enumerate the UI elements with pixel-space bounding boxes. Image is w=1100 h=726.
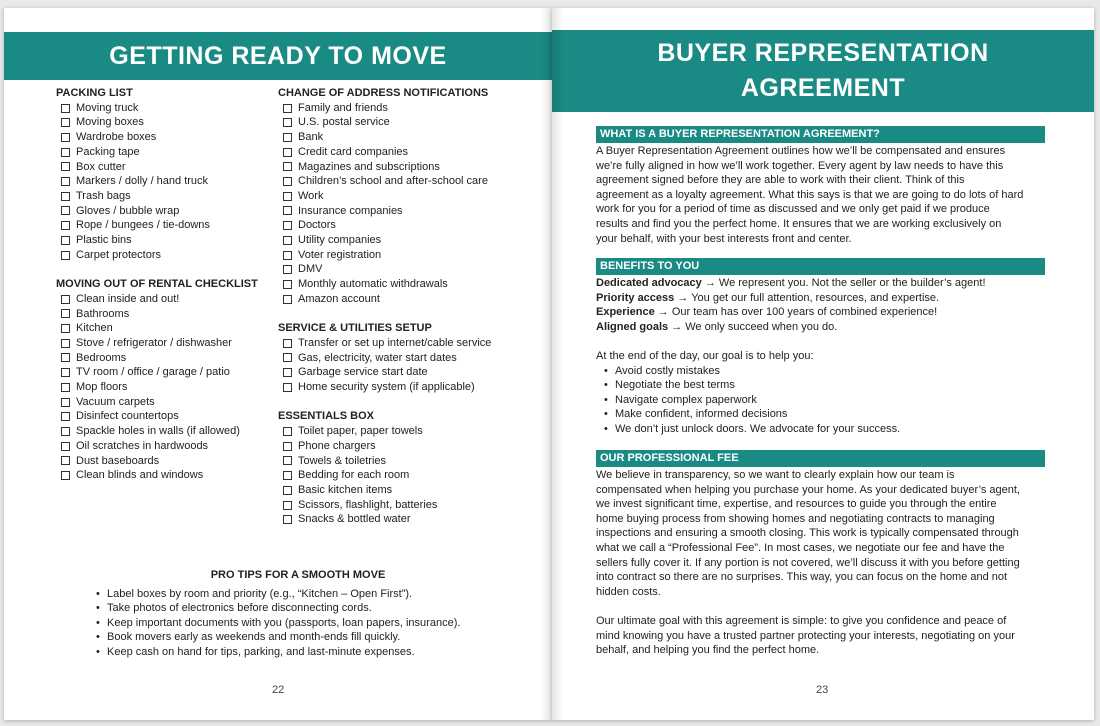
checklist-item-label: Markers / dolly / hand truck — [76, 175, 209, 188]
checkbox-icon — [61, 339, 70, 348]
checklist-item — [283, 483, 538, 498]
checklist-item-label: Voter registration — [298, 248, 382, 261]
page-number-left: 22 — [272, 684, 285, 696]
checklist-item — [61, 101, 266, 116]
benefit-text: → We only succeed when you do. — [671, 320, 838, 333]
paragraph-line: work for you for a period of time as discussed and we only get paid if we produce — [596, 203, 990, 216]
checkbox-icon — [283, 206, 292, 215]
checklist-item — [61, 424, 266, 439]
bullet-text: Negotiate the best terms — [615, 379, 735, 392]
checkbox-icon — [61, 398, 70, 407]
checkbox-icon — [61, 309, 70, 318]
checklist-item-label: Scissors, flashlight, batteries — [298, 498, 438, 511]
checklist-item-label: Utility companies — [298, 234, 382, 247]
checklist-item — [283, 218, 538, 233]
checklist-item-label: Stove / refrigerator / dishwasher — [76, 336, 232, 349]
checklist-item-label: Magazines and subscriptions — [298, 160, 440, 173]
checklist-item — [283, 145, 538, 160]
checklist-item-label: Work — [298, 189, 324, 202]
bullet-text: Label boxes by room and priority (e.g., “Kitchen – Open First”). — [107, 587, 413, 600]
title-line-2: AGREEMENT — [740, 74, 906, 102]
checkbox-icon — [283, 501, 292, 510]
paragraph-line: into contract so there are no surprises. This way, you can focus on the home and not — [596, 571, 1008, 584]
checkbox-icon — [61, 383, 70, 392]
checklist-item — [283, 424, 538, 439]
checklist-item — [283, 248, 538, 263]
checklist-item — [283, 351, 538, 366]
checklist-item-label: Mop floors — [76, 381, 128, 394]
checkbox-icon — [283, 471, 292, 480]
checkbox-icon — [283, 339, 292, 348]
checklist-item — [61, 292, 266, 307]
checklist-item — [61, 336, 266, 351]
checklist-item — [283, 262, 538, 277]
checklist-item — [61, 409, 266, 424]
bullet-item — [100, 630, 508, 645]
checklist-item-label: Vacuum carpets — [76, 395, 155, 408]
checkbox-icon — [61, 104, 70, 113]
paragraph-line: We believe in transparency, so we want to clearly explain how our team is — [596, 469, 955, 481]
page-title-buyer-agreement — [552, 30, 1094, 112]
checklist-item-label: Basic kitchen items — [298, 483, 393, 496]
benefit-term: Aligned goals — [596, 320, 669, 333]
checklist-item-label: Clean inside and out! — [76, 292, 180, 305]
checkbox-icon — [61, 471, 70, 480]
left-column-1 — [56, 86, 266, 483]
checkbox-icon — [61, 324, 70, 333]
page-number-right: 23 — [816, 684, 829, 696]
checklist-item-label: Wardrobe boxes — [76, 131, 157, 144]
bullet-item — [100, 645, 508, 660]
checkbox-icon — [283, 192, 292, 201]
bullet-item — [608, 422, 1045, 437]
checklist-item — [61, 189, 266, 204]
checklist-item — [61, 160, 266, 175]
bullet-text: Take photos of electronics before disconnecting cords. — [107, 602, 372, 615]
checklist-item-label: Carpet protectors — [76, 248, 161, 261]
checklist-item — [283, 174, 538, 189]
checklist-item-label: Doctors — [298, 219, 336, 232]
checkbox-icon — [61, 118, 70, 127]
checklist-item-label: Trash bags — [76, 189, 131, 202]
checkbox-icon — [61, 148, 70, 157]
checklist-item — [61, 468, 266, 483]
checklist-item-label: DMV — [298, 263, 323, 276]
bullet-text: Book movers early as weekends and month-ends fill quickly. — [107, 631, 401, 644]
paragraph-line: hidden costs. — [596, 585, 661, 598]
address-notifications-list — [283, 101, 538, 307]
checkbox-icon — [61, 236, 70, 245]
rental-checklist — [61, 292, 266, 483]
checklist-item-label: Monthly automatic withdrawals — [298, 278, 448, 291]
checklist-item-label: Bedrooms — [76, 351, 127, 364]
checkbox-icon — [283, 162, 292, 171]
benefit-text: → You get our full attention, resources, and expertise. — [677, 291, 940, 304]
checklist-item-label: Bathrooms — [76, 307, 130, 320]
benefit-row — [596, 276, 1045, 291]
what-is-body — [596, 144, 1045, 246]
paragraph-line: Our ultimate goal with this agreement is simple: to give you confidence and peace of — [596, 614, 1007, 627]
essentials-list — [283, 424, 538, 527]
checklist-item — [61, 145, 266, 160]
address-notifications-heading: CHANGE OF ADDRESS NOTIFICATIONS — [278, 87, 489, 99]
checkbox-icon — [61, 456, 70, 465]
benefits-list — [596, 276, 1045, 334]
what-is-heading: WHAT IS A BUYER REPRESENTATION AGREEMENT? — [596, 126, 1045, 143]
checklist-item — [283, 365, 538, 380]
checklist-item-label: Towels & toiletries — [298, 454, 387, 467]
benefit-text: → We represent you. Not the seller or the builder’s agent! — [704, 277, 986, 289]
bullet-item — [608, 378, 1045, 393]
checklist-item — [61, 307, 266, 322]
benefit-term: Experience — [596, 306, 655, 319]
checklist-item-label: Transfer or set up internet/cable service — [298, 336, 492, 349]
checklist-item — [283, 380, 538, 395]
checklist-item-label: Moving truck — [76, 101, 139, 114]
checklist-item — [61, 115, 266, 130]
checklist-item-label: Gloves / bubble wrap — [76, 204, 180, 217]
checkbox-icon — [283, 515, 292, 524]
benefit-text: → Our team has over 100 years of combined experience! — [657, 306, 938, 319]
rental-checklist-heading: MOVING OUT OF RENTAL CHECKLIST — [56, 278, 258, 291]
benefit-row — [596, 291, 1045, 306]
checklist-item-label: Bank — [298, 131, 324, 144]
checkbox-icon — [283, 368, 292, 377]
checklist-item-label: Clean blinds and windows — [76, 469, 204, 482]
packing-list — [61, 101, 266, 263]
checklist-item-label: Phone chargers — [298, 439, 376, 452]
checklist-item — [283, 233, 538, 248]
checklist-item — [283, 160, 538, 175]
paragraph-line: what we call a “Professional Fee”. In most cases, we negotiate our fee and have the — [596, 541, 1005, 554]
checkbox-icon — [283, 427, 292, 436]
checklist-item-label: Packing tape — [76, 145, 140, 158]
paragraph-line: we’re fully aligned in how we’ll work together. Every agent by law needs to have this — [596, 159, 1004, 172]
checklist-item-label: U.S. postal service — [298, 116, 390, 129]
paragraph-line: compensated when helping you purchase your home. As your dedicated buyer’s agent, — [596, 483, 1020, 496]
checkbox-icon — [283, 236, 292, 245]
left-column-2 — [278, 86, 538, 527]
checkbox-icon — [283, 486, 292, 495]
benefit-term: Dedicated advocacy — [596, 277, 702, 289]
checkbox-icon — [283, 148, 292, 157]
fee-closing — [596, 614, 1045, 658]
checklist-item-label: Garbage service start date — [298, 366, 428, 379]
checklist-item — [283, 454, 538, 469]
checklist-item — [283, 204, 538, 219]
checklist-item — [61, 454, 266, 469]
checkbox-icon — [283, 221, 292, 230]
paragraph-line: we invest significant time, expertise, and resources to guide you through the entire — [596, 498, 997, 511]
checklist-item — [61, 380, 266, 395]
bullet-text: Avoid costly mistakes — [615, 364, 720, 377]
paragraph-line: agreement signed before they are able to work with their client. Think of this — [596, 174, 965, 187]
checkbox-icon — [283, 118, 292, 127]
utilities-list — [283, 336, 538, 395]
checklist-item-label: Bedding for each room — [298, 469, 410, 482]
packing-list-heading: PACKING LIST — [56, 87, 133, 99]
checkbox-icon — [283, 442, 292, 451]
checklist-item-label: Kitchen — [76, 322, 113, 335]
checklist-item — [283, 498, 538, 513]
bullet-text: We don’t just unlock doors. We advocate for your success. — [615, 422, 901, 435]
bullet-item — [100, 587, 508, 602]
paragraph-line: sellers fully cover it. If any portion is not covered, we’ll discuss it with you before getting — [596, 556, 1020, 569]
checklist-item-label: Amazon account — [298, 292, 380, 305]
pro-tips-list — [88, 587, 508, 660]
benefit-row — [596, 320, 1045, 335]
checklist-item — [283, 292, 538, 307]
checklist-item — [283, 130, 538, 145]
paragraph-line: your behalf, with your best interests front and center. — [596, 232, 852, 245]
bullet-text: Keep important documents with you (passports, loan papers, insurance). — [107, 616, 461, 629]
checkbox-icon — [283, 456, 292, 465]
checkbox-icon — [283, 177, 292, 186]
benefit-row — [596, 305, 1045, 320]
title-line-1: BUYER REPRESENTATION — [657, 39, 989, 67]
checklist-item-label: Disinfect countertops — [76, 410, 179, 423]
bullet-text: Make confident, informed decisions — [615, 408, 788, 421]
checklist-item — [61, 174, 266, 189]
right-page — [552, 8, 1094, 720]
checkbox-icon — [61, 295, 70, 304]
checkbox-icon — [61, 177, 70, 186]
checklist-item — [283, 277, 538, 292]
bullet-text: Keep cash on hand for tips, parking, and last-minute expenses. — [107, 645, 415, 658]
checklist-item — [61, 130, 266, 145]
checklist-item — [61, 218, 266, 233]
checkbox-icon — [61, 442, 70, 451]
checklist-item — [283, 115, 538, 130]
checklist-item — [283, 101, 538, 116]
checklist-item-label: Family and friends — [298, 101, 388, 114]
checklist-item-label: Credit card companies — [298, 145, 409, 158]
paragraph-line: agreement as a loyalty agreement. What this says is that we are going to do lots of hard — [596, 188, 1024, 201]
benefits-intro: At the end of the day, our goal is to help you: — [596, 349, 814, 362]
checklist-item — [283, 439, 538, 454]
pro-tips — [88, 568, 508, 660]
checkbox-icon — [61, 368, 70, 377]
checklist-item — [283, 189, 538, 204]
fee-body — [596, 468, 1045, 599]
benefits-bullets — [596, 364, 1045, 437]
checklist-item — [61, 248, 266, 263]
checkbox-icon — [61, 412, 70, 421]
section-what-is — [596, 126, 1045, 246]
fee-heading: OUR PROFESSIONAL FEE — [596, 450, 1045, 467]
checklist-item — [61, 395, 266, 410]
essentials-heading: ESSENTIALS BOX — [278, 410, 374, 423]
checkbox-icon — [61, 192, 70, 201]
checklist-item — [283, 336, 538, 351]
checklist-item-label: Rope / bungees / tie-downs — [76, 219, 210, 232]
checkbox-icon — [283, 251, 292, 260]
checklist-item-label: Plastic bins — [76, 234, 132, 247]
checkbox-icon — [61, 353, 70, 362]
checklist-item-label: Insurance companies — [298, 204, 403, 217]
checklist-item-label: Box cutter — [76, 160, 126, 173]
bullet-item — [608, 393, 1045, 408]
checklist-item-label: Oil scratches in hardwoods — [76, 439, 209, 452]
checkbox-icon — [283, 280, 292, 289]
checklist-item — [61, 439, 266, 454]
checklist-item-label: TV room / office / garage / patio — [76, 366, 230, 379]
pro-tips-heading: PRO TIPS FOR A SMOOTH MOVE — [210, 569, 386, 581]
benefit-term: Priority access — [596, 291, 675, 304]
bullet-item — [608, 407, 1045, 422]
page-title-getting-ready: GETTING READY TO MOVE — [4, 32, 552, 80]
checklist-item — [61, 233, 266, 248]
checklist-item-label: Toilet paper, paper towels — [298, 425, 423, 438]
checkbox-icon — [283, 265, 292, 274]
checklist-item-label: Home security system (if applicable) — [298, 381, 475, 394]
checkbox-icon — [61, 221, 70, 230]
bullet-text: Navigate complex paperwork — [615, 393, 757, 406]
section-benefits — [596, 258, 1045, 437]
checklist-item — [283, 468, 538, 483]
utilities-heading: SERVICE & UTILITIES SETUP — [278, 322, 432, 335]
checklist-item-label: Children’s school and after-school care — [298, 175, 488, 188]
section-fee — [596, 450, 1045, 658]
paragraph-line: mind knowing you have a trusted partner protecting your interests, negotiating on your — [596, 629, 1015, 642]
checklist-item — [61, 204, 266, 219]
left-page — [4, 8, 552, 720]
paragraph-line: results and find you the perfect home. It ensures that we are working exclusively on — [596, 217, 1002, 230]
paragraph-line: A Buyer Representation Agreement outlines how we’ll be compensated and ensures — [596, 145, 1006, 157]
checkbox-icon — [283, 353, 292, 362]
checklist-item-label: Spackle holes in walls (if allowed) — [76, 425, 240, 438]
checkbox-icon — [283, 133, 292, 142]
benefits-heading: BENEFITS TO YOU — [596, 258, 1045, 275]
bullet-item — [608, 364, 1045, 379]
checklist-item — [61, 365, 266, 380]
checkbox-icon — [61, 133, 70, 142]
checkbox-icon — [61, 206, 70, 215]
checkbox-icon — [61, 162, 70, 171]
checkbox-icon — [283, 295, 292, 304]
checklist-item — [61, 321, 266, 336]
checklist-item-label: Snacks & bottled water — [298, 513, 411, 526]
paragraph-line: home buying process from showing homes and negotiating contracts to managing — [596, 512, 995, 525]
paragraph-line: behalf, and helping you find the perfect home. — [596, 644, 820, 657]
bullet-item — [100, 601, 508, 616]
checklist-item — [61, 351, 266, 366]
paragraph-line: inspections and ensuring a smooth closing. This work is typically compensated through — [596, 527, 1019, 540]
checkbox-icon — [283, 104, 292, 113]
checkbox-icon — [61, 251, 70, 260]
bullet-item — [100, 616, 508, 631]
checklist-item-label: Moving boxes — [76, 116, 144, 129]
checkbox-icon — [283, 383, 292, 392]
checkbox-icon — [61, 427, 70, 436]
checklist-item-label: Dust baseboards — [76, 454, 160, 467]
checklist-item-label: Gas, electricity, water start dates — [298, 351, 457, 364]
checklist-item — [283, 512, 538, 527]
